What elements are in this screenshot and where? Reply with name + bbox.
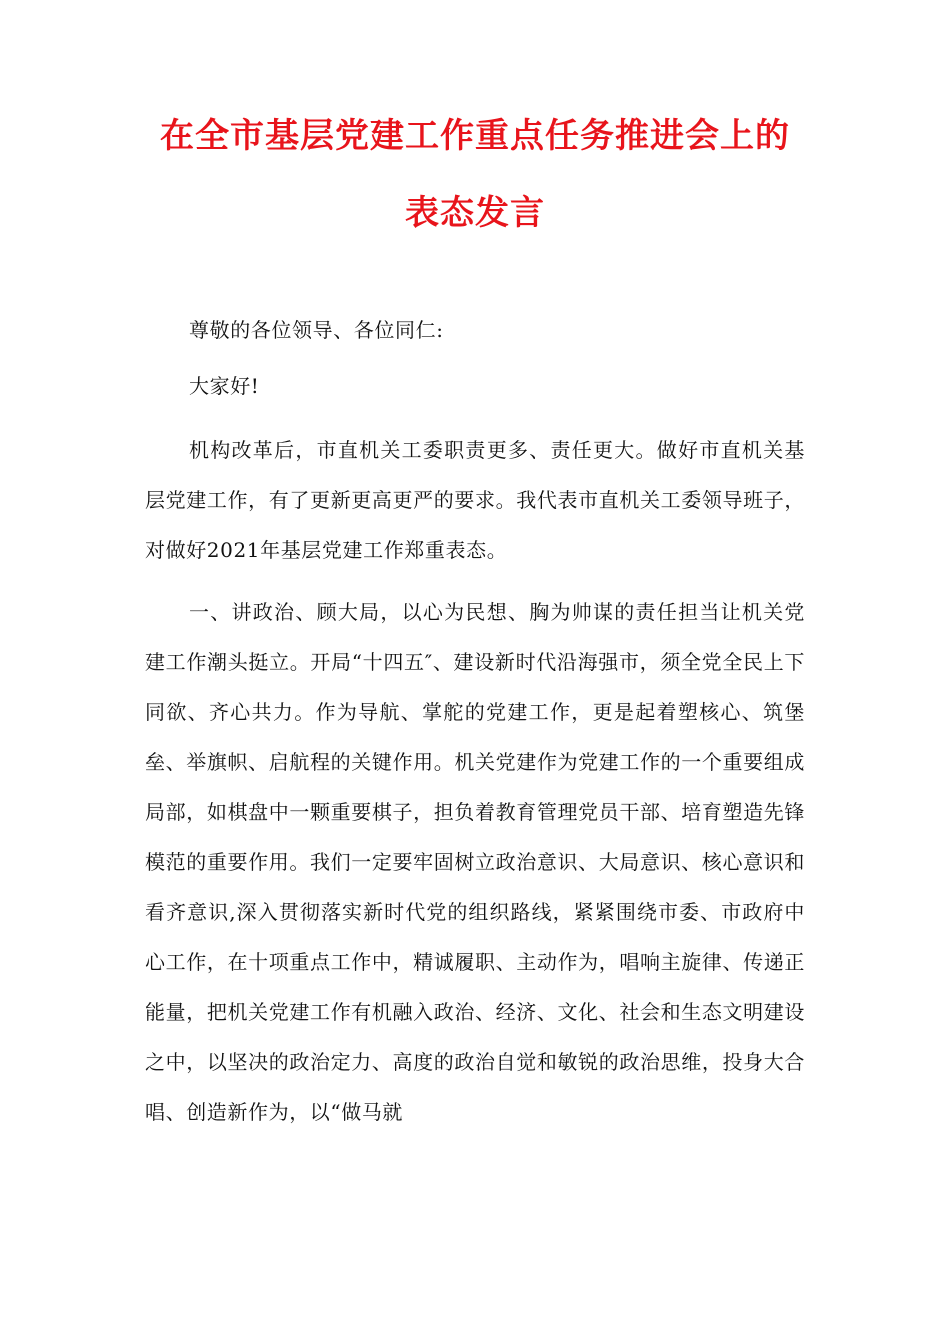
document-title-line-2: 表态发言 [405, 193, 545, 233]
paragraph-1: 机构改革后，市直机关工委职责更多、责任更大。做好市直机关基层党建工作，有了更新更高更严的要求。我代表市直机关工委领导班子，对做好2021年基层党建工作郑重表态。 [145, 438, 805, 562]
greeting: 大家好! [189, 374, 260, 398]
paragraph-2: 一、讲政治、顾大局，以心为民想、胸为帅谋的责任担当让机关党建工作潮头挺立。开局“十四五″、建设新时代沿海强市，须全党全民上下同欲、齐心共力。作为导航、掌舵的党建工作，更是起着塑核心、筑堡垒、举旗帜、启航程的关键作用。机关党建作为党建工作的一个重要组成局部，如棋盘中一颗重要棋子，担负着教育管理党员干部、培育塑造先锋模范的重要作用。我们一定要牢固树立政治意识、大局意识、核心意识和看齐意识,深入贯彻落实新时代党的组织路线，紧紧围绕市委、市政府中心工作，在十项重点工作中，精诚履职、主动作为，唱响主旋律、传递正能量，把机关党建工作有机融入政治、经济、文化、社会和生态文明建设之中，以坚决的政治定力、高度的政治自觉和敏锐的政治思维，投身大合唱、创造新作为，以“做马就 [145, 600, 805, 1124]
document-title-line-1: 在全市基层党建工作重点任务推进会上的 [160, 116, 790, 156]
salutation: 尊敬的各位领导、各位同仁: [189, 318, 444, 342]
